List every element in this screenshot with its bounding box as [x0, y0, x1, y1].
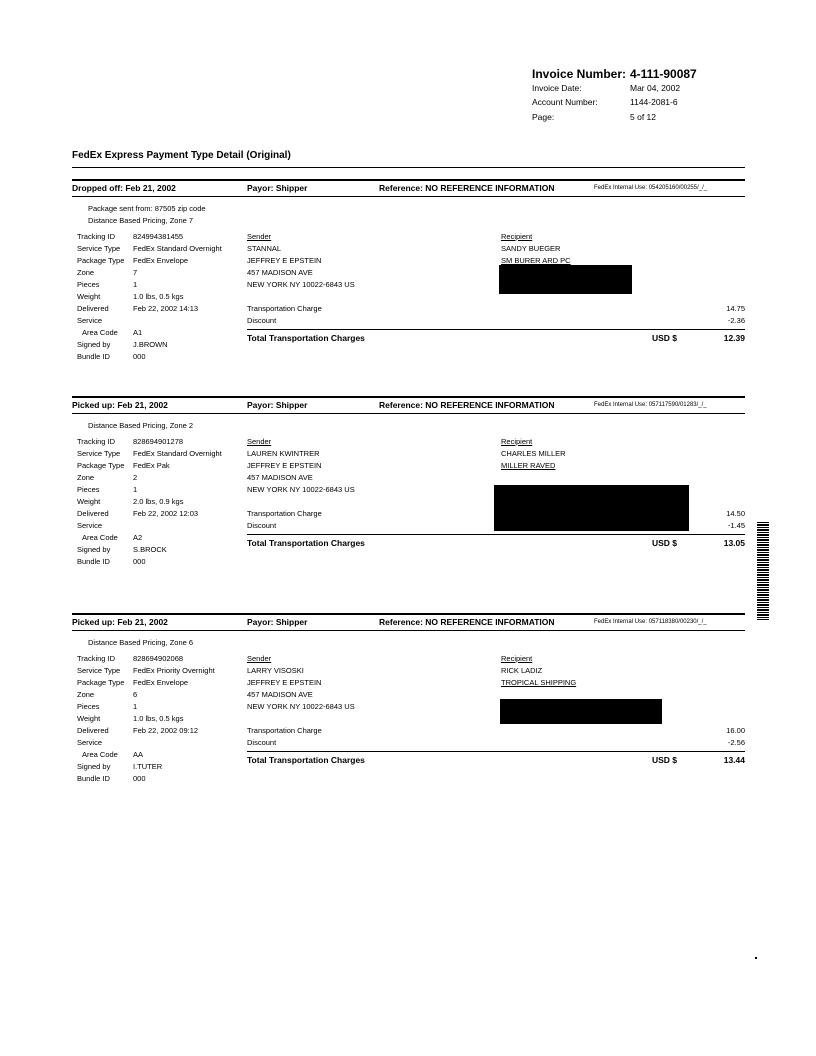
pieces-label: Pieces: [77, 485, 100, 494]
total-value: 13.05: [723, 538, 745, 548]
discount-label: Discount: [247, 521, 277, 530]
invoice-number: 4-111-90087: [630, 67, 697, 81]
recipient-line: RICK LADIZ: [501, 666, 543, 675]
account-number: 1144-2081-6: [630, 97, 678, 107]
reference: Reference: NO REFERENCE INFORMATION: [379, 617, 555, 627]
pricing-note: Distance Based Pricing, Zone 2: [88, 421, 194, 430]
tracking-id-value: 824994381455: [133, 232, 184, 241]
sender-line: 457 MADISON AVE: [247, 473, 313, 482]
bundle-id-label: Bundle ID: [77, 352, 110, 361]
section-header-rule: [72, 413, 745, 414]
recipient-line: MILLER RAVED: [501, 461, 556, 470]
redaction-box: [494, 485, 689, 531]
page-title: FedEx Express Payment Type Detail (Original): [72, 150, 291, 161]
transportation-charge-label: Transportation Charge: [247, 509, 322, 518]
invoice-number-label: Invoice Number:: [532, 67, 627, 81]
recipient-line: SANDY BUEGER: [501, 244, 561, 253]
shipment-section-3: [0, 608, 816, 808]
sender-line: JEFFREY E EPSTEIN: [247, 678, 322, 687]
pieces-value: 1: [133, 280, 138, 289]
weight-label: Weight: [77, 292, 101, 301]
redaction-box: [500, 699, 662, 724]
account-number-label: Account Number:: [532, 97, 598, 107]
currency-label: USD $: [652, 333, 678, 343]
section-top-rule: [72, 179, 745, 181]
area-code-value: AA: [133, 750, 144, 759]
shipment-section-1: [0, 174, 816, 374]
recipient-line: SM BURER ARD PC: [501, 256, 571, 265]
sender-line: NEW YORK NY 10022-6843 US: [247, 485, 355, 494]
bundle-id-label: Bundle ID: [77, 557, 110, 566]
discount-value: -1.45: [727, 521, 745, 530]
sender-heading: Sender: [247, 437, 272, 446]
shipment-section-2: [0, 391, 816, 591]
package-type-value: FedEx Envelope: [133, 256, 189, 265]
service-type-label: Service Type: [77, 666, 121, 675]
bundle-id-value: 000: [133, 774, 146, 783]
recipient-heading: Recipient: [501, 437, 533, 446]
package-type-value: FedEx Pak: [133, 461, 170, 470]
total-label: Total Transportation Charges: [247, 333, 365, 343]
transportation-charge-label: Transportation Charge: [247, 726, 322, 735]
discount-label: Discount: [247, 316, 277, 325]
transportation-charge-value: 14.75: [726, 304, 745, 313]
total-label: Total Transportation Charges: [247, 755, 365, 765]
section-top-rule: [72, 613, 745, 615]
tracking-id-label: Tracking ID: [77, 232, 116, 241]
internal-use: FedEx Internal Use: 054205160/00255/_/_: [594, 185, 708, 191]
section-header-rule: [72, 196, 745, 197]
bundle-id-value: 000: [133, 352, 146, 361]
page-label: Page:: [532, 112, 555, 122]
pricing-note: Distance Based Pricing, Zone 7: [88, 216, 194, 225]
section-top-rule: [72, 396, 745, 398]
service-label: Service: [77, 316, 103, 325]
package-type-value: FedEx Envelope: [133, 678, 189, 687]
area-code-label: Area Code: [82, 750, 118, 759]
shipment-header: Picked up: Feb 21, 2002: [72, 400, 168, 410]
delivered-value: Feb 22, 2002 12:03: [133, 509, 199, 518]
signed-by-value: S.BROCK: [133, 545, 167, 554]
sender-line: STANNAL: [247, 244, 282, 253]
title-divider: [72, 167, 745, 168]
total-rule: [247, 534, 745, 535]
pricing-note: Distance Based Pricing, Zone 6: [88, 638, 194, 647]
total-value: 12.39: [723, 333, 745, 343]
reference: Reference: NO REFERENCE INFORMATION: [379, 183, 555, 193]
sender-line: LAUREN KWINTRER: [247, 449, 320, 458]
weight-label: Weight: [77, 714, 101, 723]
internal-use: FedEx Internal Use: 057117590/01283/_/_: [594, 402, 707, 408]
service-type-label: Service Type: [77, 449, 121, 458]
weight-value: 1.0 lbs, 0.5 kgs: [133, 714, 184, 723]
weight-label: Weight: [77, 497, 101, 506]
area-code-label: Area Code: [82, 328, 118, 337]
internal-use: FedEx Internal Use: 057118380/00230/_/_: [594, 619, 707, 625]
zone-label: Zone: [77, 473, 95, 482]
signed-by-value: I.TUTER: [133, 762, 163, 771]
transportation-charge-value: 14.50: [726, 509, 745, 518]
sender-line: NEW YORK NY 10022-6843 US: [247, 702, 355, 711]
zone-label: Zone: [77, 690, 95, 699]
service-label: Service: [77, 738, 103, 747]
discount-value: -2.56: [727, 738, 745, 747]
service-type-label: Service Type: [77, 244, 121, 253]
signed-by-label: Signed by: [77, 762, 111, 771]
discount-label: Discount: [247, 738, 277, 747]
payor: Payor: Shipper: [247, 400, 308, 410]
sender-line: LARRY VISOSKI: [247, 666, 304, 675]
tracking-id-label: Tracking ID: [77, 654, 116, 663]
zone-value: 6: [133, 690, 138, 699]
zone-label: Zone: [77, 268, 95, 277]
currency-label: USD $: [652, 538, 678, 548]
total-rule: [247, 751, 745, 752]
service-type-value: FedEx Standard Overnight: [133, 244, 222, 253]
signed-by-label: Signed by: [77, 340, 111, 349]
pricing-note: Package sent from: 87505 zip code: [88, 204, 206, 213]
sender-line: JEFFREY E EPSTEIN: [247, 461, 322, 470]
barcode: [757, 522, 769, 620]
transportation-charge-value: 16.00: [726, 726, 745, 735]
total-value: 13.44: [723, 755, 745, 765]
bundle-id-label: Bundle ID: [77, 774, 110, 783]
area-code-label: Area Code: [82, 533, 118, 542]
total-rule: [247, 329, 745, 330]
tracking-id-label: Tracking ID: [77, 437, 116, 446]
sender-heading: Sender: [247, 232, 272, 241]
shipment-header: Dropped off: Feb 21, 2002: [72, 183, 176, 193]
weight-value: 2.0 lbs, 0.9 kgs: [133, 497, 184, 506]
package-type-label: Package Type: [77, 256, 125, 265]
tracking-id-value: 828694902068: [133, 654, 184, 663]
currency-label: USD $: [652, 755, 678, 765]
delivered-value: Feb 22, 2002 09:12: [133, 726, 199, 735]
bundle-id-value: 000: [133, 557, 146, 566]
package-type-label: Package Type: [77, 461, 125, 470]
sender-line: 457 MADISON AVE: [247, 690, 313, 699]
invoice-date-label: Invoice Date:: [532, 83, 582, 93]
pieces-value: 1: [133, 485, 138, 494]
delivered-label: Delivered: [77, 726, 109, 735]
pieces-label: Pieces: [77, 280, 100, 289]
transportation-charge-label: Transportation Charge: [247, 304, 322, 313]
zone-value: 2: [133, 473, 138, 482]
sender-heading: Sender: [247, 654, 272, 663]
service-type-value: FedEx Priority Overnight: [133, 666, 215, 675]
service-type-value: FedEx Standard Overnight: [133, 449, 222, 458]
area-code-value: A1: [133, 328, 143, 337]
sender-line: NEW YORK NY 10022-6843 US: [247, 280, 355, 289]
reference: Reference: NO REFERENCE INFORMATION: [379, 400, 555, 410]
weight-value: 1.0 lbs, 0.5 kgs: [133, 292, 184, 301]
package-type-label: Package Type: [77, 678, 125, 687]
tracking-id-value: 828694901278: [133, 437, 184, 446]
recipient-line: TROPICAL SHIPPING: [501, 678, 577, 687]
signed-by-label: Signed by: [77, 545, 111, 554]
recipient-heading: Recipient: [501, 654, 533, 663]
delivered-label: Delivered: [77, 304, 109, 313]
page-mark: [755, 957, 757, 959]
discount-value: -2.36: [727, 316, 745, 325]
service-label: Service: [77, 521, 103, 530]
signed-by-value: J.BROWN: [133, 340, 168, 349]
page-number: 5 of 12: [630, 112, 656, 122]
area-code-value: A2: [133, 533, 143, 542]
recipient-heading: Recipient: [501, 232, 533, 241]
sender-line: JEFFREY E EPSTEIN: [247, 256, 322, 265]
payor: Payor: Shipper: [247, 617, 308, 627]
redaction-box: [499, 265, 632, 294]
pieces-label: Pieces: [77, 702, 100, 711]
section-header-rule: [72, 630, 745, 631]
total-label: Total Transportation Charges: [247, 538, 365, 548]
zone-value: 7: [133, 268, 138, 277]
delivered-label: Delivered: [77, 509, 109, 518]
pieces-value: 1: [133, 702, 138, 711]
payor: Payor: Shipper: [247, 183, 308, 193]
delivered-value: Feb 22, 2002 14:13: [133, 304, 199, 313]
recipient-line: CHARLES MILLER: [501, 449, 566, 458]
invoice-date: Mar 04, 2002: [630, 83, 681, 93]
sender-line: 457 MADISON AVE: [247, 268, 313, 277]
shipment-header: Picked up: Feb 21, 2002: [72, 617, 168, 627]
